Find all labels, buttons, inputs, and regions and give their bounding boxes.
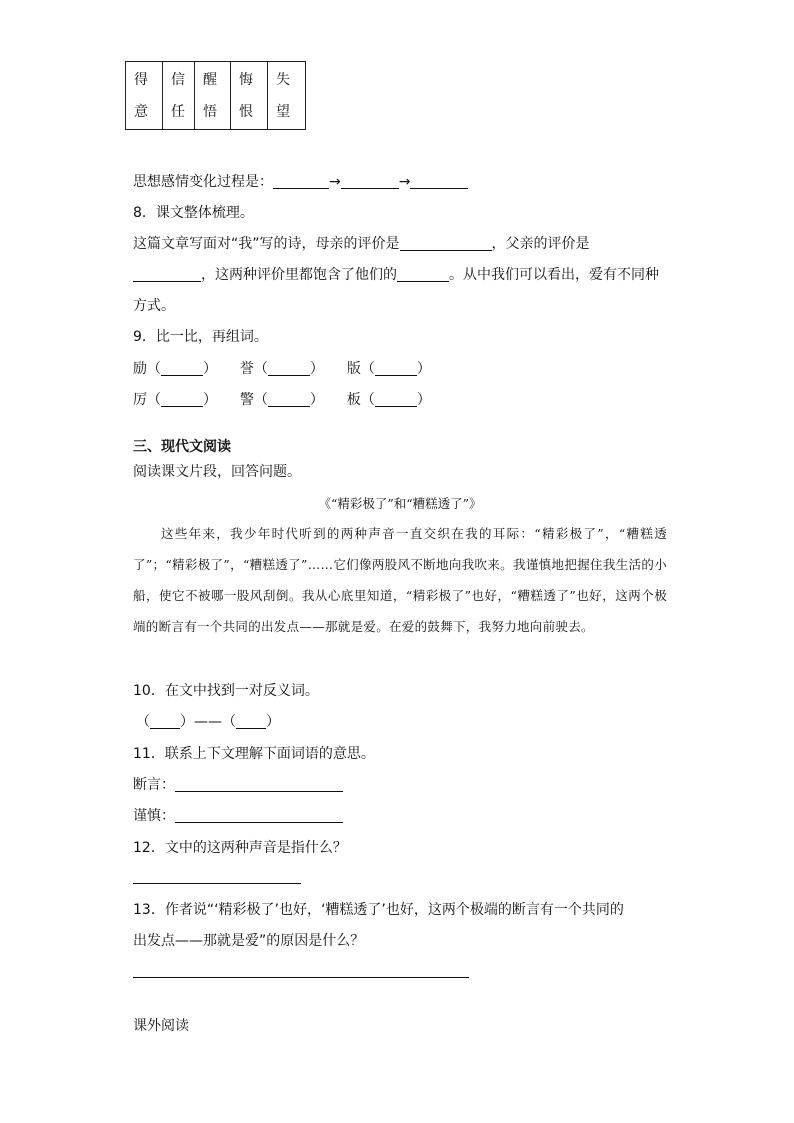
q10-title: 10．在文中找到一对反义词。 bbox=[133, 683, 319, 699]
answer-blank[interactable] bbox=[268, 361, 310, 376]
passage-text: 这些年来，我少年时代听到的两种声音一直交织在我的耳际：“精彩极了”，“糟糕透了”；“精彩极了”，“糟糕透了”……它们像两股风不断地向我吹来。我谨慎地把握住我生活的小船，使它不被哪一股风刮倒。我从心底里知道，“精彩极了”也好，“糟糕透了”也好，这两个极端的断言有一个共同的出发点——那就是爱。在爱的鼓舞下，我努力地向前驶去。 bbox=[133, 526, 667, 634]
answer-blank[interactable] bbox=[268, 392, 310, 407]
word-cell: 悔 恨 bbox=[231, 62, 268, 130]
answer-blank[interactable] bbox=[397, 267, 449, 282]
extra-reading-heading: 课外阅读 bbox=[133, 1018, 189, 1034]
answer-blank[interactable] bbox=[161, 361, 203, 376]
emotion-label: 思想感情变化过程是： bbox=[133, 174, 273, 190]
emotion-question bbox=[133, 172, 468, 192]
word-cell: 醒 悟 bbox=[195, 62, 231, 130]
q11-title: 11．联系上下文理解下面词语的意思。 bbox=[133, 746, 375, 762]
answer-blank[interactable] bbox=[341, 174, 399, 189]
q13-line2: 出发点——那就是爱”的原因是什么？ bbox=[133, 933, 365, 949]
section-heading: 三、现代文阅读 bbox=[133, 439, 231, 455]
q8-line2: ，这两种评价里都饱含了他们的 。从中我们可以看出，爱有不同种 bbox=[133, 265, 659, 285]
answer-blank[interactable] bbox=[236, 714, 266, 729]
answer-blank[interactable] bbox=[175, 777, 343, 792]
arrow-icon: → bbox=[329, 174, 341, 190]
answer-line[interactable] bbox=[133, 977, 469, 978]
q8-line3: 方式。 bbox=[133, 298, 175, 314]
q13-line1: 13．作者说“‘精彩极了’也好，‘糟糕透了’也好，这两个极端的断言有一个共同的 bbox=[133, 902, 624, 918]
q10-answer: （ ）——（ ） bbox=[136, 714, 280, 730]
answer-blank[interactable] bbox=[133, 267, 201, 282]
answer-line[interactable] bbox=[133, 883, 301, 884]
q11-term1: 断言： bbox=[133, 775, 343, 795]
answer-blank[interactable] bbox=[273, 174, 329, 189]
q11-term2: 谨慎： bbox=[133, 806, 343, 826]
word-cell: 失 望 bbox=[268, 62, 306, 130]
q9-title: 9．比一比，再组词。 bbox=[133, 329, 268, 345]
answer-blank[interactable] bbox=[410, 174, 468, 189]
answer-blank[interactable] bbox=[375, 361, 417, 376]
q8-title: 8．课文整体梳理。 bbox=[133, 205, 254, 221]
word-table bbox=[125, 61, 306, 130]
arrow-icon: → bbox=[398, 174, 411, 190]
answer-blank[interactable] bbox=[150, 714, 180, 729]
q12-title: 12．文中的这两种声音是指什么？ bbox=[133, 840, 347, 856]
word-cell: 得 意 bbox=[126, 62, 163, 130]
answer-blank[interactable] bbox=[175, 808, 343, 823]
section-instruction: 阅读课文片段，回答问题。 bbox=[133, 464, 301, 480]
answer-blank[interactable] bbox=[161, 392, 203, 407]
passage-title: 《“精彩极了”和“糟糕透了”》 bbox=[318, 496, 482, 511]
q8-line1: 这篇文章写面对“我”写的诗，母亲的评价是 ，父亲的评价是 bbox=[133, 236, 590, 252]
answer-blank[interactable] bbox=[400, 236, 492, 251]
q9-row2: 厉（ ） 警（ ） 板（ ） bbox=[133, 392, 431, 408]
word-cell: 信 任 bbox=[163, 62, 195, 130]
answer-blank[interactable] bbox=[375, 392, 417, 407]
q9-row1: 励（ ） 誉（ ） 版（ ） bbox=[133, 361, 431, 377]
